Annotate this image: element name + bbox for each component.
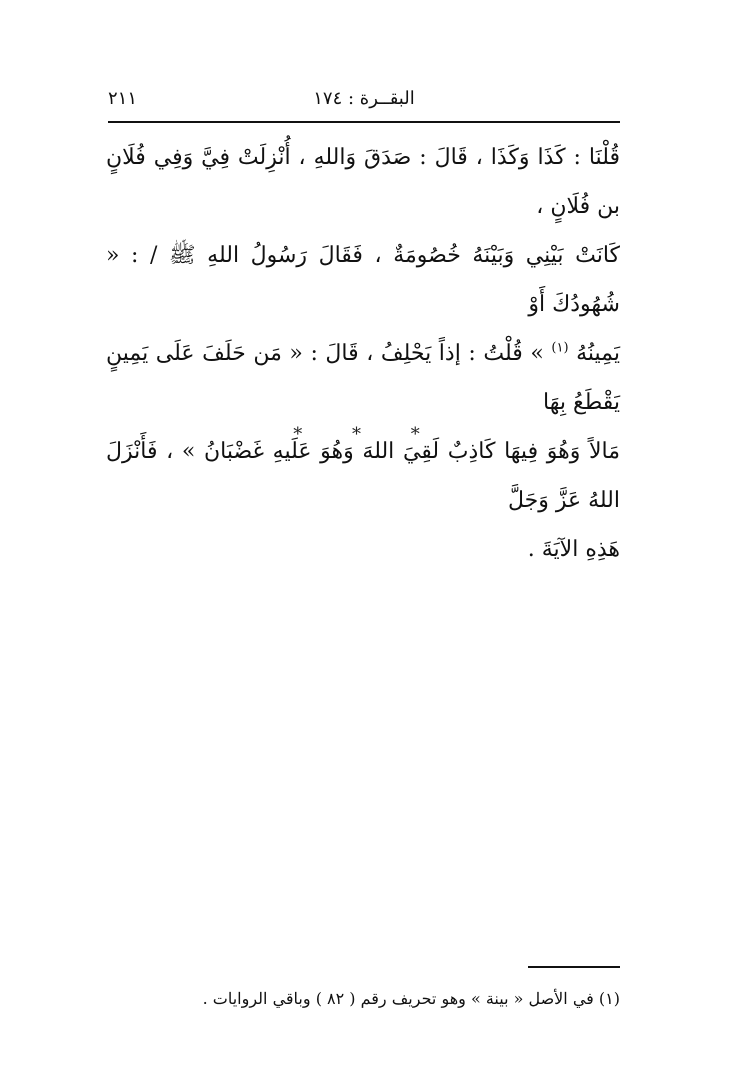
section-separator: * * * xyxy=(293,424,442,445)
text-line: هَذِهِ الآيَةَ . xyxy=(527,537,620,562)
footnote-rule xyxy=(528,966,620,968)
running-title: البقــرة : ١٧٤ xyxy=(313,88,415,109)
page-number: ٢١١ xyxy=(108,88,138,109)
text-segment: يَمِينُهُ xyxy=(576,341,621,366)
header-rule xyxy=(108,121,620,123)
text-line: قُلْنَا : كَذَا وَكَذَا ، قَالَ : صَدَقَ وَاللهِ ، أُنْزِلَتْ فِيَّ وَفِي فُلَانٍ بن فُلَانٍ ، xyxy=(106,145,620,219)
text-segment: » قُلْتُ : إذاً يَحْلِفُ ، قَالَ : « مَن حَلَفَ عَلَى يَمِينٍ يَقْطَعُ بِهَا xyxy=(106,341,620,415)
text-line: مَالاً وَهُوَ فِيهَا كَاذِبٌ لَقِيَ اللهَ وَهُوَ عَلَيهِ غَضْبَانُ » ، فَأَنْزَلَ اللهُ عَزَّ وَجَلَّ xyxy=(106,439,620,513)
footnote: (١) في الأصل « بينة » وهو تحريف رقم ( ٨٢ ) وباقي الروايات . xyxy=(202,989,620,1008)
page-header xyxy=(108,84,620,114)
text-line xyxy=(106,329,620,427)
footnote-reference: (١) xyxy=(551,340,569,356)
main-text xyxy=(106,133,620,574)
text-line: كَانَتْ بَيْنِي وَبَيْنَهُ خُصُومَةٌ ، فَقَالَ رَسُولُ اللهِ ﷺ / : « شُهُودُكَ أَوْ xyxy=(106,243,620,317)
